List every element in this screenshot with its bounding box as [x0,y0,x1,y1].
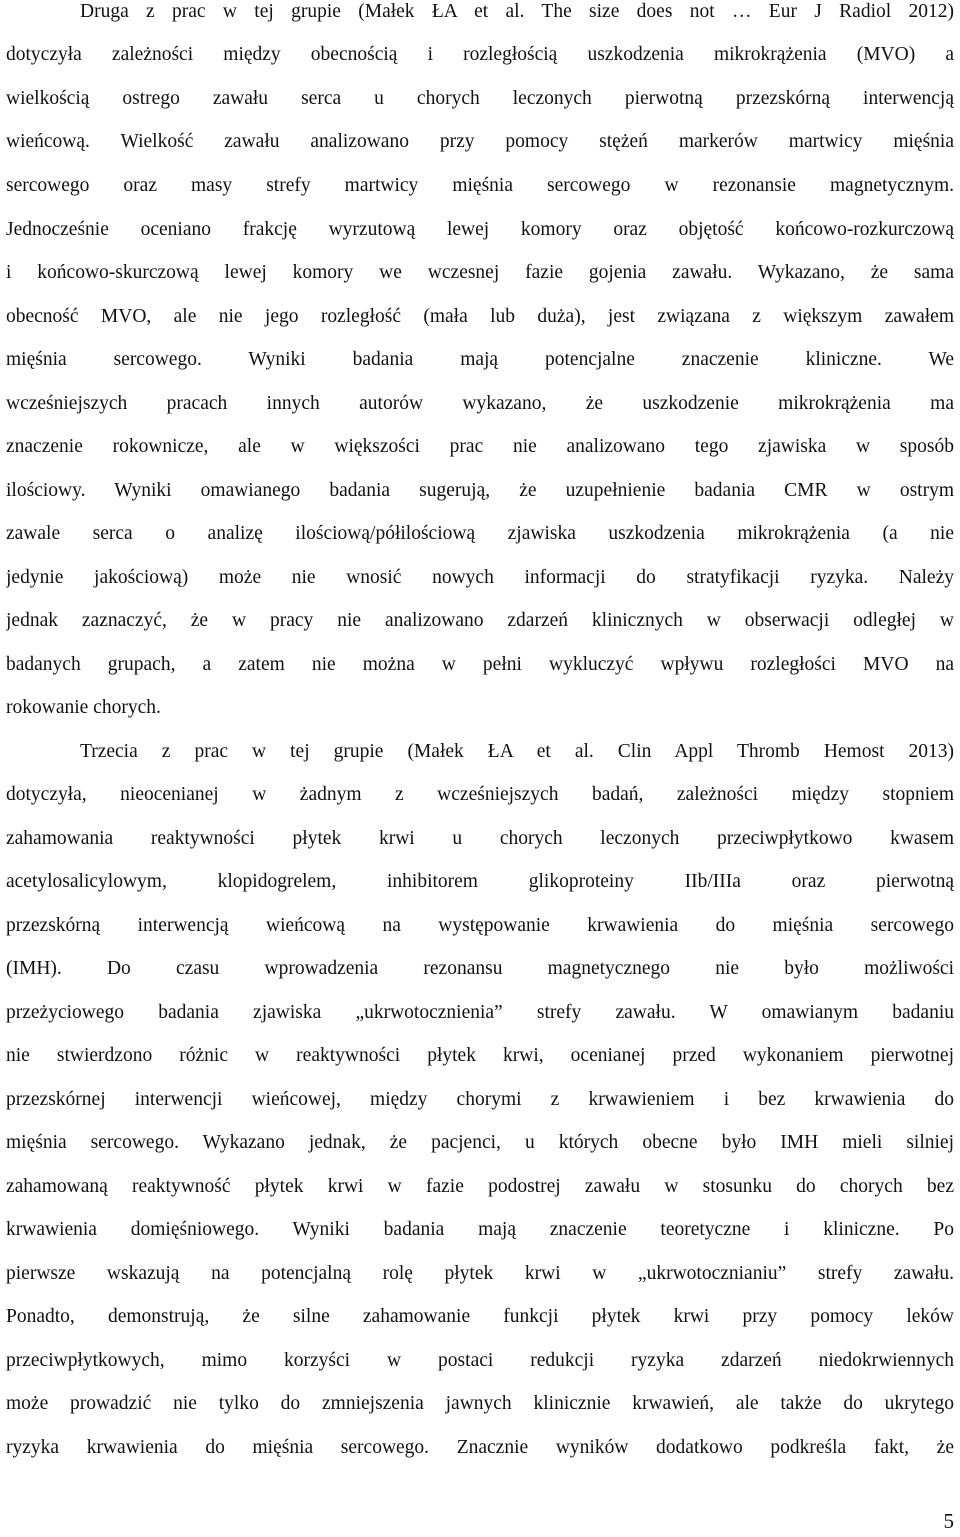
text-line: jednak zaznaczyć, że w pracy nie analizowano zdarzeń klinicznych w obserwacji odległej w [6,610,954,631]
text-line: sercowego oraz masy strefy martwicy mięśnia sercowego w rezonansie magnetycznym. [6,175,954,196]
text-line: wieńcową. Wielkość zawału analizowano przy pomocy stężeń markerów martwicy mięśnia [6,131,954,152]
text-line: Trzecia z prac w tej grupie (Małek ŁA et al. Clin Appl Thromb Hemost 2013) [80,741,954,762]
text-line: dotyczyła, nieocenianej w żadnym z wcześniejszych badań, zależności między stopniem [6,784,954,805]
text-line: krwawienia domięśniowego. Wyniki badania mają znaczenie teoretyczne i kliniczne. Po [6,1219,954,1240]
text-line: rokowanie chorych. [6,697,161,718]
text-line: jedynie jakościową) może nie wnosić nowych informacji do stratyfikacji ryzyka. Należy [6,567,954,588]
page-number: 5 [943,1509,954,1533]
text-line: obecność MVO, ale nie jego rozległość (mała lub duża), jest związana z większym zawałem [6,306,954,327]
text-line: przezskórnej interwencji wieńcowej, między chorymi z krwawieniem i bez krwawienia do [6,1089,954,1110]
text-line: nie stwierdzono różnic w reaktywności płytek krwi, ocenianej przed wykonaniem pierwotnej [6,1045,954,1066]
text-line: zahamowania reaktywności płytek krwi u chorych leczonych przeciwpłytkowo kwasem [6,828,954,849]
text-line: ilościowy. Wyniki omawianego badania sugerują, że uzupełnienie badania CMR w ostrym [6,480,954,501]
text-line: wcześniejszych pracach innych autorów wykazano, że uszkodzenie mikrokrążenia ma [6,393,954,414]
text-line: może prowadzić nie tylko do zmniejszenia jawnych klinicznie krwawień, ale także do ukrytego [6,1393,954,1414]
text-line: (IMH). Do czasu wprowadzenia rezonansu magnetycznego nie było możliwości [6,958,954,979]
text-line: znaczenie rokownicze, ale w większości prac nie analizowano tego zjawiska w sposób [6,436,954,457]
text-line: zahamowaną reaktywność płytek krwi w fazie podostrej zawału w stosunku do chorych bez [6,1176,954,1197]
text-line: zawale serca o analizę ilościową/półilościową zjawiska uszkodzenia mikrokrążenia (a nie [6,523,954,544]
text-line: przeciwpłytkowych, mimo korzyści w postaci redukcji ryzyka zdarzeń niedokrwiennych [6,1350,954,1371]
text-line: Druga z prac w tej grupie (Małek ŁA et al. The size does not … Eur J Radiol 2012) [80,1,954,22]
text-line: badanych grupach, a zatem nie można w pełni wykluczyć wpływu rozległości MVO na [6,654,954,675]
text-line: mięśnia sercowego. Wyniki badania mają potencjalne znaczenie kliniczne. We [6,349,954,370]
text-line: Ponadto, demonstrują, że silne zahamowanie funkcji płytek krwi przy pomocy leków [6,1306,954,1327]
text-line: ryzyka krwawienia do mięśnia sercowego. Znacznie wyników dodatkowo podkreśla fakt, że [6,1437,954,1458]
text-line: dotyczyła zależności między obecnością i rozległością uszkodzenia mikrokrążenia (MVO) a [6,44,954,65]
text-line: mięśnia sercowego. Wykazano jednak, że pacjenci, u których obecne było IMH mieli silniej [6,1132,954,1153]
text-line: Jednocześnie oceniano frakcję wyrzutową lewej komory oraz objętość końcowo-rozkurczową [6,219,954,240]
text-line: wielkością ostrego zawału serca u chorych leczonych pierwotną przezskórną interwencją [6,88,954,109]
text-line: przeżyciowego badania zjawiska „ukrwotocznienia” strefy zawału. W omawianym badaniu [6,1002,954,1023]
text-line: i końcowo-skurczową lewej komory we wczesnej fazie gojenia zawału. Wykazano, że sama [6,262,954,283]
text-line: przezskórną interwencją wieńcową na występowanie krwawienia do mięśnia sercowego [6,915,954,936]
text-line: acetylosalicylowym, klopidogrelem, inhibitorem glikoproteiny IIb/IIIa oraz pierwotną [6,871,954,892]
text-line: pierwsze wskazują na potencjalną rolę płytek krwi w „ukrwotocznianiu” strefy zawału. [6,1263,954,1284]
